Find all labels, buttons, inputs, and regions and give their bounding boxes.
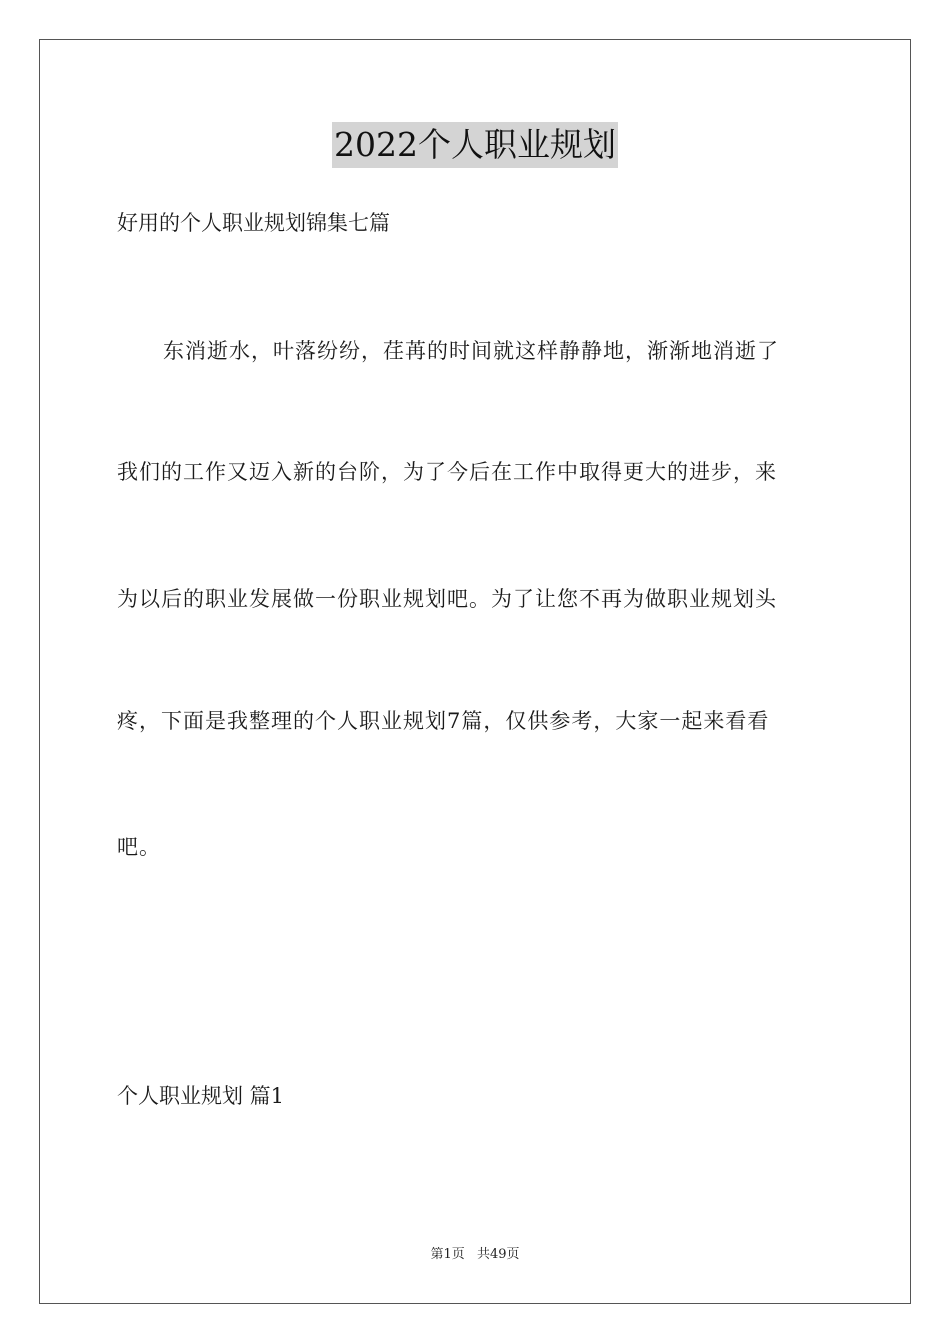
page-number-total: 共49页	[476, 1247, 520, 1262]
page-number-current: 第1页	[430, 1247, 465, 1262]
title-container	[0, 122, 950, 168]
document-title: 2022个人职业规划	[332, 122, 618, 168]
section-heading: 个人职业规划 篇1	[117, 1084, 285, 1108]
paragraph-line: 东消逝水，叶落纷纷，荏苒的时间就这样静静地，渐渐地消逝了	[163, 339, 779, 363]
paragraph-line: 疼，下面是我整理的个人职业规划7篇，仅供参考，大家一起来看看	[117, 709, 770, 733]
document-subtitle: 好用的个人职业规划锦集七篇	[117, 211, 390, 235]
paragraph-line: 我们的工作又迈入新的台阶，为了今后在工作中取得更大的进步，来	[117, 460, 777, 484]
page-footer	[0, 1246, 950, 1264]
paragraph-line: 吧。	[117, 835, 161, 859]
paragraph-line: 为以后的职业发展做一份职业规划吧。为了让您不再为做职业规划头	[117, 587, 777, 611]
